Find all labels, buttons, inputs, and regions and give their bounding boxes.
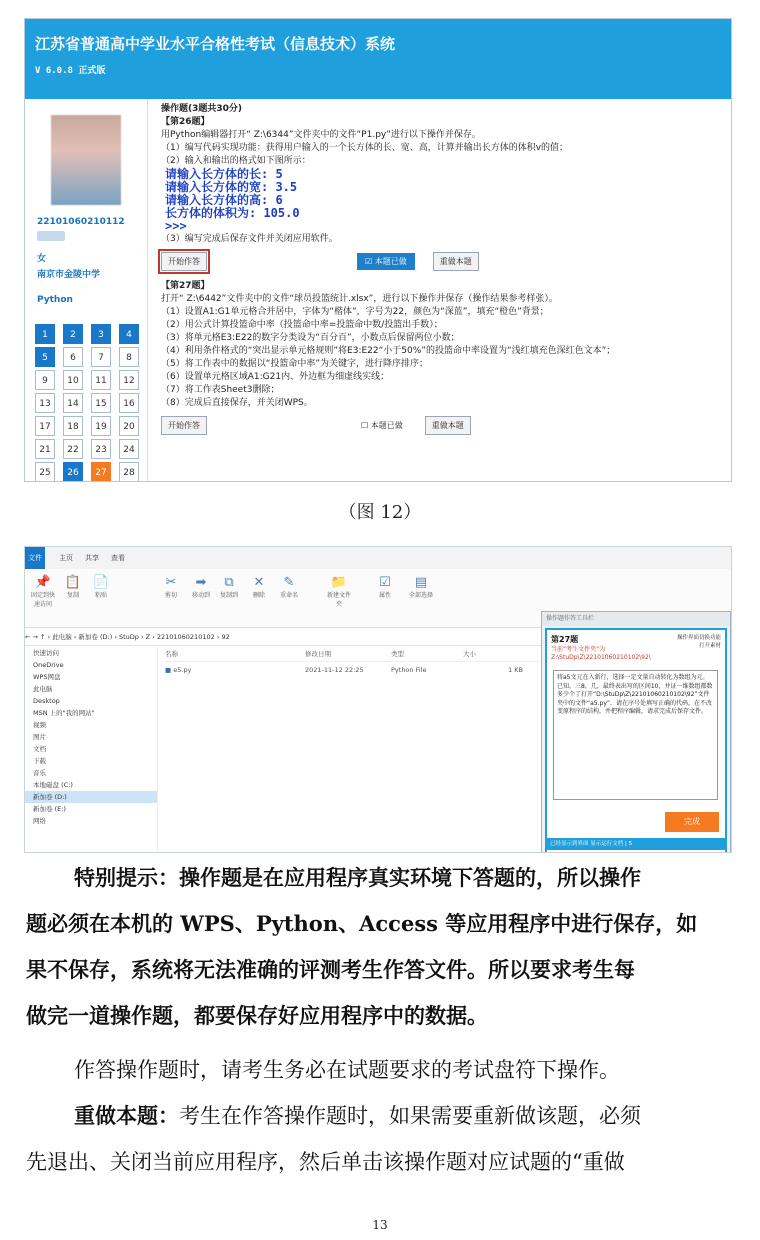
file-name: e5.py (173, 666, 192, 674)
exam-id: 22101060210112 (37, 217, 125, 227)
explorer-menubar (25, 547, 731, 569)
nav-item[interactable]: 新加卷 (E:) (33, 805, 66, 813)
q27-start-button[interactable]: 开始作答 (161, 416, 207, 435)
ribbon-label: 属性 (378, 592, 391, 599)
nav-item[interactable]: 此电脑 (33, 685, 53, 693)
app-banner (25, 19, 731, 99)
notice-line-3: 果不保存，系统将无法准确的评测考生作答文件。所以要求考生每 (26, 957, 635, 982)
q26-actions (161, 250, 727, 272)
col-type[interactable]: 类型 (391, 650, 404, 658)
q27-step: （4）利用条件格式的“突出显示单元格规则”将E3:E22“小于50%”的投篮命中率设置为“浅红填充色深红色文本”； (161, 346, 616, 356)
ribbon-label: 粘贴 (94, 592, 107, 599)
panel-inner (545, 628, 727, 853)
ribbon-item[interactable] (245, 575, 273, 599)
question-cell[interactable]: 14 (63, 393, 83, 413)
question-cell[interactable]: 18 (63, 416, 83, 436)
file-explorer-screenshot (24, 546, 732, 853)
q27-intro: 打开“ Z:\6442”文件夹中的文件“球员投篮统计.xlsx”，进行以下操作并保存（操作结果参考样张）。 (161, 294, 558, 304)
file-date: 2021-11-12 22:25 (305, 666, 364, 674)
question-cell[interactable]: 25 (35, 462, 55, 482)
question-cell[interactable]: 8 (119, 347, 139, 367)
col-size[interactable]: 大小 (463, 650, 476, 658)
q27-done-checkbox[interactable]: ☐ 本题已做 (361, 420, 403, 430)
q26-intro: 用Python编辑器打开“ Z:\6344”文件夹中的文件“P1.py”进行以下操作并保存。 (161, 130, 481, 140)
panel-status-bar: 已经显示到界面 显示运行文档 | 5 (547, 838, 725, 850)
ribbon-icon: ⧉ (224, 575, 234, 590)
ribbon-label: 移动到 (191, 592, 210, 599)
question-cell[interactable]: 12 (119, 370, 139, 390)
redo-lead: 重做本题： (74, 1103, 179, 1128)
q27-label: 【第27题】 (161, 281, 210, 291)
nav-item[interactable]: OneDrive (33, 661, 64, 669)
file-list (165, 647, 540, 678)
io-line: 长方体的体积为: 105.0 (165, 206, 300, 220)
q27-step: （7）将工作表Sheet3删除； (161, 385, 280, 395)
menu-share[interactable]: 共享 (85, 554, 99, 562)
panel-folder-hint: 当前“考生文件夹”为 Z:\StuDp\Z\22101060210102\92\ (551, 646, 651, 661)
q27-step: （2）用公式计算投篮命中率（投篮命中率=投篮命中数/投篮出手数）； (161, 320, 443, 330)
notice-line-2: 题必须在本机的 WPS、Python、Access 等应用程序中进行保存，如 (26, 911, 698, 936)
question-cell[interactable]: 9 (35, 370, 55, 390)
io-line: 请输入长方体的长: 5 (165, 167, 283, 181)
question-cell[interactable]: 27 (91, 462, 111, 482)
question-cell[interactable]: 17 (35, 416, 55, 436)
ribbon-label: 复制 (66, 592, 79, 599)
question-cell[interactable]: 20 (119, 416, 139, 436)
nav-item[interactable]: MSN 上的"我的网站" (33, 709, 95, 717)
q26-redo-button[interactable]: 重做本题 (433, 252, 479, 271)
ribbon-label: 固定到快速访问 (30, 592, 55, 608)
ribbon-item[interactable] (87, 575, 115, 599)
instruction-line: 作答操作题时，请考生务必在试题要求的考试盘符下操作。 (74, 1058, 620, 1082)
nav-item[interactable]: 网络 (33, 817, 46, 825)
ribbon-item[interactable] (325, 575, 353, 608)
q26-step2: （2）输入和输出的格式如下图所示： (161, 156, 311, 166)
question-cell[interactable]: 3 (91, 324, 111, 344)
candidate-gender: 女 (37, 254, 47, 264)
menu-home[interactable]: 主页 (59, 554, 73, 562)
q26-done-label: 本题已做 (374, 256, 407, 266)
panel-links[interactable]: 操作界面切换功能 打开素材 (676, 635, 721, 649)
nav-item[interactable]: WPS网盘 (33, 673, 61, 681)
complete-button[interactable]: 完成 (665, 812, 719, 832)
q27-done-label: 本题已做 (370, 420, 403, 430)
question-cell[interactable]: 19 (91, 416, 111, 436)
nav-item[interactable]: 文档 (33, 745, 46, 753)
panel-title: 操作题作答工具栏 (542, 612, 730, 626)
exam-system-screenshot (24, 18, 732, 482)
ribbon-icon: 📁 (330, 575, 348, 590)
ribbon-item[interactable] (157, 575, 185, 599)
q27-step: （8）完成后直接保存，并关闭WPS。 (161, 398, 313, 408)
ribbon-icon: ▤ (414, 575, 428, 590)
python-file-icon: ■ (165, 666, 172, 674)
q26-step1: （1）编写代码实现功能：获得用户输入的一个长方体的长、宽、高，计算并输出长方体的体积v的值； (161, 143, 569, 153)
ribbon-icon: ✂ (165, 575, 177, 590)
ribbon-item[interactable] (407, 575, 435, 599)
question-cell[interactable]: 11 (91, 370, 111, 390)
question-cell[interactable]: 26 (63, 462, 83, 482)
question-cell[interactable]: 13 (35, 393, 55, 413)
ribbon-item[interactable] (187, 575, 215, 599)
ribbon-item[interactable] (29, 575, 57, 608)
redo-line-2: 先退出、关闭当前应用程序，然后单击该操作题对应试题的“重做 (26, 1150, 625, 1174)
col-name[interactable]: 名称 (165, 650, 178, 658)
candidate-name-blurred (37, 231, 65, 241)
notice-line-4: 做完一道操作题，都要保存好应用程序中的数据。 (26, 1003, 488, 1028)
ribbon-item[interactable] (371, 575, 399, 599)
file-row[interactable] (165, 662, 540, 678)
ribbon-label: 删除 (252, 592, 265, 599)
io-prompt: >>> (165, 219, 187, 233)
ribbon-icon: ✎ (283, 575, 295, 590)
ribbon-icon: ✕ (253, 575, 265, 590)
ribbon-label: 新建文件夹 (326, 592, 351, 608)
redo-line-1 (74, 1104, 760, 1128)
io-line: 请输入长方体的宽: 3.5 (165, 180, 298, 194)
nav-item[interactable]: Desktop (33, 697, 60, 705)
question-cell[interactable]: 10 (63, 370, 83, 390)
app-version: V 6.0.8 正式版 (35, 66, 106, 76)
nav-item[interactable]: 音乐 (33, 769, 46, 777)
candidate-school: 南京市金陵中学 (37, 270, 101, 280)
nav-item[interactable]: 下载 (33, 757, 46, 765)
navigation-pane (25, 647, 158, 852)
file-size: 1 KB (508, 666, 523, 674)
ribbon-label: 重命名 (279, 592, 298, 599)
question-cell[interactable]: 4 (119, 324, 139, 344)
q26-done-checkbox[interactable]: ☑ 本题已做 (357, 253, 415, 270)
nav-item[interactable]: 新加卷 (D:) (25, 791, 157, 803)
ribbon-icon: ☑ (379, 575, 391, 590)
question-navigator (35, 324, 143, 482)
ribbon-item[interactable] (59, 575, 87, 599)
question-cell[interactable]: 6 (63, 347, 83, 367)
ribbon-item[interactable] (275, 575, 303, 599)
file-type: Python File (391, 666, 427, 674)
question-cell[interactable]: 28 (119, 462, 139, 482)
q27-step: （1）设置A1:G1单元格合并居中，字体为“楷体”，字号为22，颜色为“深蓝”，填充“橙色”背景； (161, 307, 549, 317)
menu-file[interactable]: 文件 (28, 554, 42, 562)
ribbon-label: 全部选择 (408, 592, 433, 599)
col-date[interactable]: 修改日期 (305, 650, 331, 658)
nav-item[interactable]: 快速访问 (33, 649, 59, 657)
q27-step: （5）将工作表中的数据以“投篮命中率”为关键字，进行降序排序； (161, 359, 429, 369)
io-line: 请输入长方体的高: 6 (165, 193, 283, 207)
nav-item[interactable]: 视频 (33, 721, 46, 729)
question-cell[interactable]: 2 (63, 324, 83, 344)
exam-subject: Python (37, 295, 73, 305)
ribbon-label: 复制到 (219, 592, 238, 599)
ribbon-item[interactable] (215, 575, 243, 599)
page-number: 13 (372, 1218, 388, 1232)
file-list-header (165, 647, 540, 662)
ribbon-icon: 📋 (64, 575, 82, 590)
q27-step: （3）将单元格E3:E22的数字分类设为“百分百”，小数点后保留两位小数； (161, 333, 460, 343)
ribbon-icon: ➡ (195, 575, 207, 590)
question-cell[interactable]: 24 (119, 439, 139, 459)
section-header: 操作题(3题共30分) (161, 104, 243, 114)
question-cell[interactable]: 23 (91, 439, 111, 459)
question-cell[interactable]: 21 (35, 439, 55, 459)
nav-item[interactable]: 本地磁盘 (C:) (33, 781, 73, 789)
menu-view[interactable]: 查看 (111, 554, 125, 562)
address-bar[interactable]: ← → ↑ › 此电脑 › 新加卷 (D:) › StuDp › Z › 22101060210102 › 92 (25, 629, 543, 646)
question-cell[interactable]: 15 (91, 393, 111, 413)
answer-toolbar-panel (541, 611, 731, 853)
ribbon-label: 剪切 (164, 592, 177, 599)
q26-io-sample (161, 168, 727, 233)
nav-item[interactable]: 图片 (33, 733, 46, 741)
notice-line-1: 特别提示：操作题是在应用程序真实环境下答题的，所以操作 (74, 865, 641, 890)
candidate-photo (51, 115, 121, 205)
question-panel (161, 103, 727, 436)
q27-redo-button[interactable]: 重做本题 (425, 416, 471, 435)
question-cell[interactable]: 5 (35, 347, 55, 367)
question-cell[interactable]: 1 (35, 324, 55, 344)
figure-caption: （图 12） (338, 502, 422, 523)
app-title: 江苏省普通高中学业水平合格性考试（信息技术）系统 (35, 35, 396, 53)
ribbon-icon: 📌 (34, 575, 52, 590)
question-cell[interactable]: 16 (119, 393, 139, 413)
q26-step3: （3）编写完成后保存文件并关闭应用软件。 (161, 234, 338, 244)
q27-step: （6）设置单元格区域A1:G21内、外边框为细虚线实线； (161, 372, 390, 382)
panel-question-text: 将a5文元在入新行，选择一定文量自动转化为数组为元。已知，三8，几，最终表出写的区间10，并证一维数组都数多少个了打开“D:\StuDp\Z\22101060210102\92”文件夹中的文件“a5.py”，请在序号处填写正确的代码，在不改变原程序的结构，并把程序编辑，请求完成后保存文件。 (553, 670, 718, 800)
question-cell[interactable]: 7 (91, 347, 111, 367)
ribbon-icon: 📄 (92, 575, 110, 590)
question-cell[interactable]: 22 (63, 439, 83, 459)
panel-question-label: 第27题 (551, 635, 579, 644)
redo-rest: 考生在作答操作题时，如果需要重新做该题，必须 (179, 1104, 641, 1128)
q26-label: 【第26题】 (161, 117, 210, 127)
q26-start-button[interactable]: 开始作答 (161, 252, 207, 271)
q27-actions (161, 414, 727, 436)
